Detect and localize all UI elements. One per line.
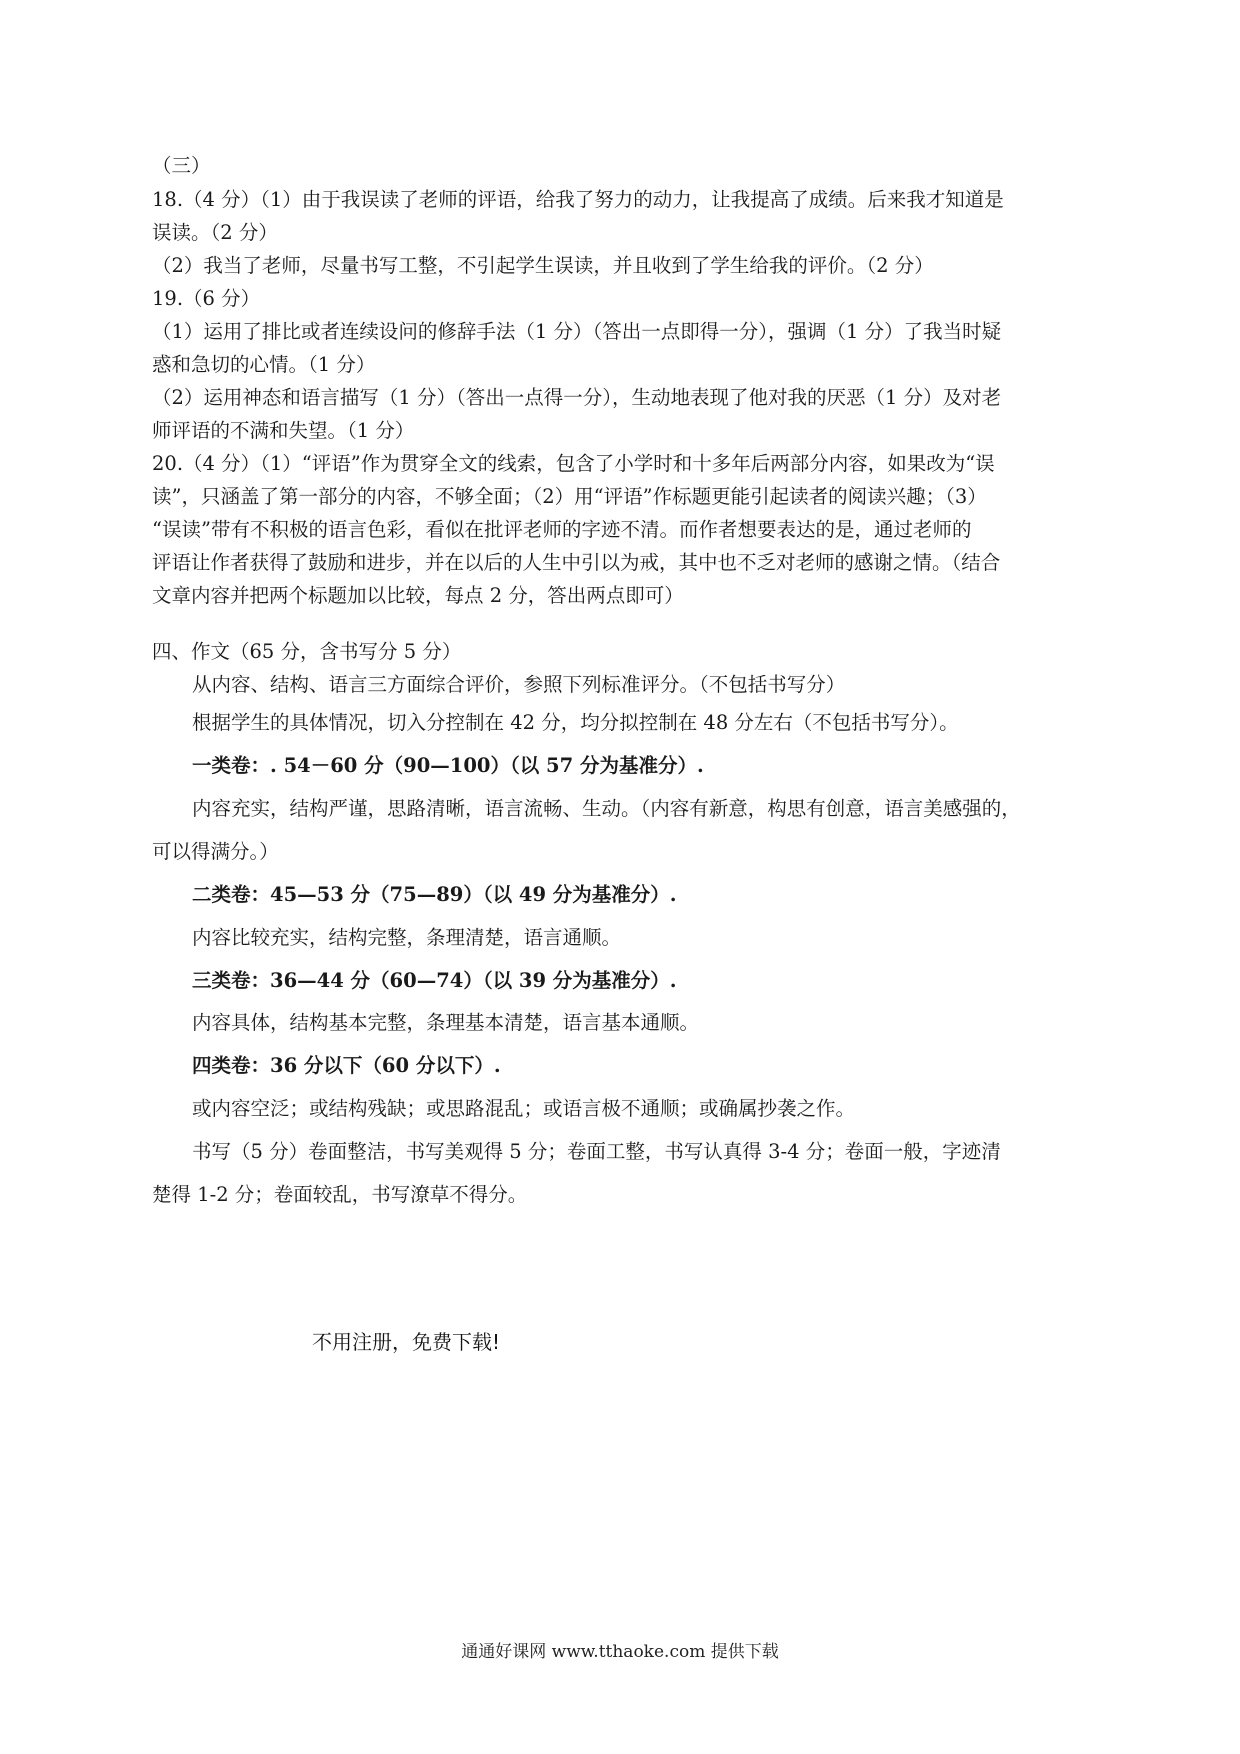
answer-18-line: （2）我当了老师，尽量书写工整，不引起学生误读，并且收到了学生给我的评价。（2 分） — [152, 254, 934, 277]
tier-3-title: 三类卷：36—44 分（60—74）（以 39 分为基准分）. — [192, 969, 677, 992]
answer-19-heading: 19.（6 分） — [152, 287, 261, 310]
tier-2-description: 内容比较充实，结构完整，条理清楚，语言通顺。 — [192, 926, 622, 949]
answer-19-line: （2）运用神态和语言描写（1 分）（答出一点得一分），生动地表现了他对我的厌恶（1 分）及对老 — [152, 386, 1002, 409]
essay-intro: 根据学生的具体情况，切入分控制在 42 分，均分拟控制在 48 分左右（不包括书写分）。 — [192, 711, 959, 734]
tier-3-description: 内容具体，结构基本完整，条理基本清楚，语言基本通顺。 — [192, 1011, 700, 1034]
tier-1-description: 内容充实，结构严谨，思路清晰，语言流畅、生动。（内容有新意，构思有创意，语言美感强的， — [192, 797, 1021, 820]
tier-1-description: 可以得满分。） — [152, 840, 279, 863]
answer-18-line: 误读。（2 分） — [152, 221, 278, 244]
page-footer: 通通好课网 www.tthaoke.com 提供下载 — [461, 1642, 779, 1662]
tier-1-title: 一类卷：. 54－60 分（90—100）（以 57 分为基准分）. — [192, 754, 704, 777]
tier-2-title: 二类卷：45—53 分（75—89）（以 49 分为基准分）. — [192, 883, 677, 906]
promo-text: 不用注册，免费下载! — [312, 1330, 501, 1354]
section-heading: （三） — [152, 154, 211, 177]
answer-19-line: 惑和急切的心情。（1 分） — [152, 353, 376, 376]
answer-20-line: “误读”带有不积极的语言色彩，看似在批评老师的字迹不清。而作者想要表达的是，通过老师的 — [152, 518, 972, 541]
answer-20-line: 评语让作者获得了鼓励和进步，并在以后的人生中引以为戒，其中也不乏对老师的感谢之情。（结合 — [152, 551, 1001, 574]
answer-20-line: 读”，只涵盖了第一部分的内容，不够全面；（2）用“评语”作标题更能引起读者的阅读兴趣；（3） — [152, 485, 987, 508]
answer-19-line: （1）运用了排比或者连续设问的修辞手法（1 分）（答出一点即得一分），强调（1 分）了我当时疑 — [152, 320, 1002, 343]
tier-4-title: 四类卷：36 分以下（60 分以下）. — [192, 1054, 501, 1077]
essay-heading: 四、作文（65 分，含书写分 5 分） — [152, 640, 462, 663]
answer-18-line: 18.（4 分）（1）由于我误读了老师的评语，给我了努力的动力，让我提高了成绩。后来我才知道是 — [152, 188, 1004, 211]
answer-20-line: 文章内容并把两个标题加以比较，每点 2 分，答出两点即可） — [152, 584, 684, 607]
writing-score-line: 楚得 1-2 分；卷面较乱，书写潦草不得分。 — [152, 1183, 528, 1206]
answer-19-line: 师评语的不满和失望。（1 分） — [152, 419, 415, 442]
tier-4-description: 或内容空泛；或结构残缺；或思路混乱；或语言极不通顺；或确属抄袭之作。 — [192, 1097, 856, 1120]
answer-20-line: 20.（4 分）（1）“评语”作为贯穿全文的线索，包含了小学时和十多年后两部分内容，如果改为“误 — [152, 452, 995, 475]
writing-score-line: 书写（5 分）卷面整洁，书写美观得 5 分；卷面工整，书写认真得 3-4 分；卷面一般，字迹清 — [192, 1140, 1001, 1163]
essay-intro: 从内容、结构、语言三方面综合评价，参照下列标准评分。（不包括书写分） — [192, 673, 846, 696]
